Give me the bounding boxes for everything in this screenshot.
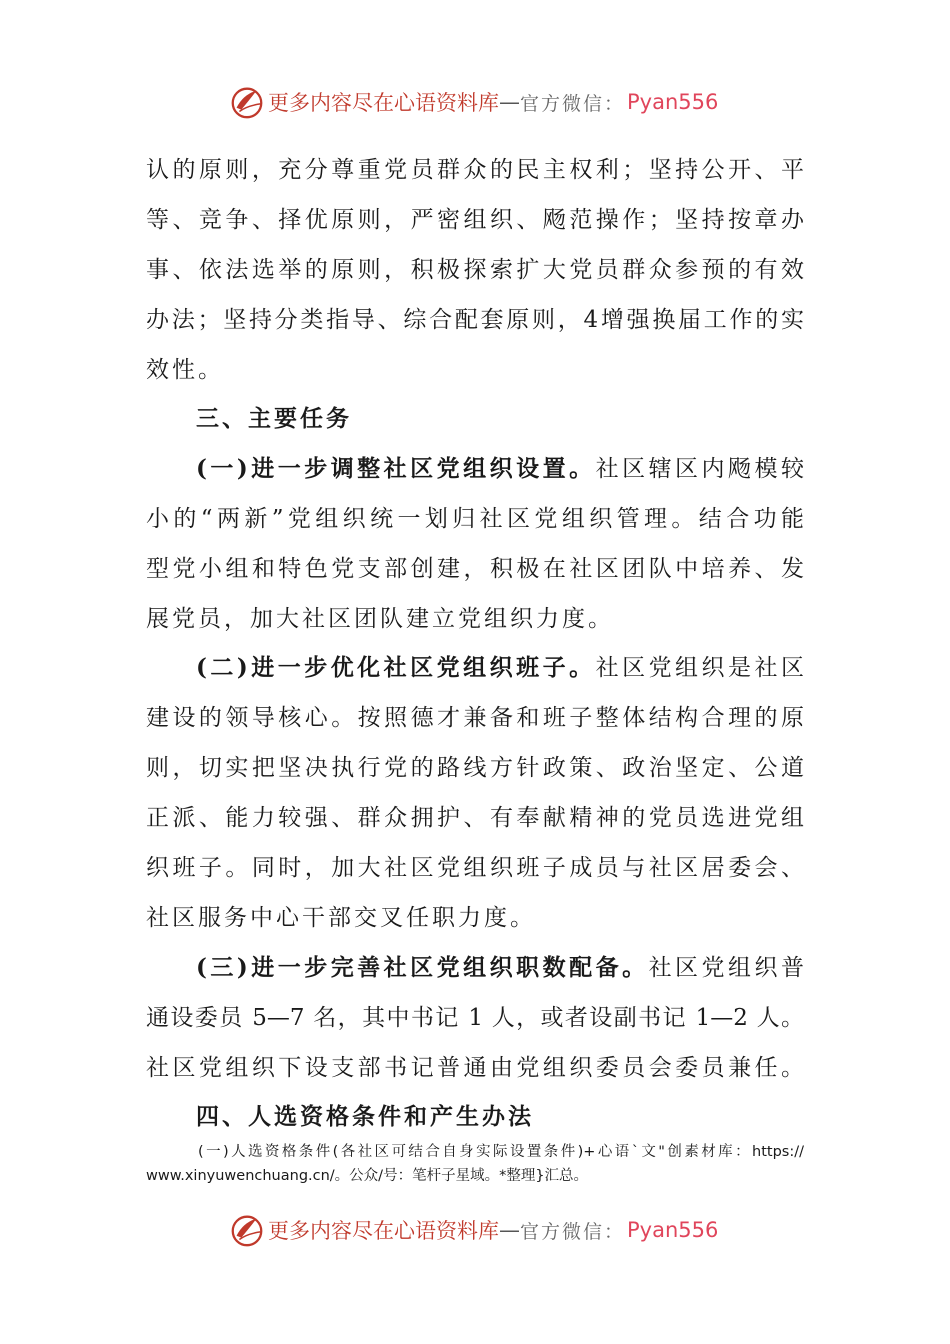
paragraph-line: 织班子。同时，加大社区党组织班子成员与社区居委会、	[146, 855, 804, 881]
banner-dash: —	[499, 90, 520, 114]
paragraph-line: 认的原则，充分尊重党员群众的民主权利；坚持公开、平	[146, 157, 804, 183]
banner-dash: —	[499, 1218, 520, 1242]
item-2-text: 社区党组织是社区	[595, 655, 805, 681]
paragraph-line: 小的“两新”党组织统一划归社区党组织管理。结合功能	[146, 506, 804, 532]
item-3-first-line	[196, 953, 804, 983]
paragraph-line: 效性。	[146, 357, 224, 383]
item-2-title: (二)进一步优化社区党组织班子。	[196, 654, 596, 681]
item-1-text: 社区辖区内飏模较	[595, 456, 805, 482]
footnote-line: (一)人选资格条件(各社区可结合自身实际设置条件)+心语`文"创素材库：https://	[198, 1144, 804, 1160]
paragraph-line: 事、依法选举的原则，积极探索扩大党员群众参预的有效	[146, 257, 804, 283]
footer-banner	[228, 1208, 718, 1252]
item-1-first-line	[196, 454, 804, 484]
paragraph-line: 型党小组和特色党支部创建，积极在社区团队中培养、发	[146, 556, 804, 582]
banner-text: 更多内容尽在心语资料库	[268, 1219, 499, 1243]
section-heading-4: 四、人选资格条件和产生办法	[196, 1103, 534, 1130]
item-1-title: (一)进一步调整社区党组织设置。	[196, 455, 596, 482]
item-2-first-line	[196, 653, 804, 683]
paragraph-line: 则，切实把坚决执行党的路线方针政策、政治坚定、公道	[146, 755, 804, 781]
pen-logo-icon	[228, 83, 266, 121]
item-3-text: 社区党组织普	[648, 955, 805, 981]
paragraph-line: 通设委员 5—7 名，其中书记 1 人，或者设副书记 1—2 人。	[146, 1005, 804, 1031]
item-3-title: (三)进一步完善社区党组织职数配备。	[196, 954, 649, 981]
section-heading-3: 三、主要任务	[196, 405, 352, 432]
paragraph-line: 展党员，加大社区团队建立党组织力度。	[146, 606, 614, 632]
header-banner	[228, 80, 718, 124]
banner-text: 更多内容尽在心语资料库	[268, 91, 499, 115]
banner-wechat-id: Pyan556	[627, 1218, 719, 1242]
paragraph-line: 社区党组织下设支部书记普通由党组织委员会委员兼任。	[146, 1055, 804, 1081]
paragraph-line: 正派、能力较强、群众拥护、有奉献精神的党员选进党组	[146, 805, 804, 831]
paragraph-line: 办法；坚持分类指导、综合配套原则，4增强换届工作的实	[146, 307, 804, 333]
paragraph-line: 等、竞争、择优原则，严密组织、飏范操作；坚持按章办	[146, 207, 804, 233]
banner-wechat-label: 官方微信：	[520, 1220, 626, 1243]
footnote-line: www.xinyuwenchuang.cn/。公众/号：笔杆子星域。*整理}汇总。	[146, 1168, 589, 1184]
banner-wechat-id: Pyan556	[627, 90, 719, 114]
banner-wechat-label: 官方微信：	[520, 92, 626, 115]
paragraph-line: 建设的领导核心。按照德才兼备和班子整体结构合理的原	[146, 705, 804, 731]
pen-logo-icon	[228, 1211, 266, 1249]
paragraph-line: 社区服务中心干部交叉任职力度。	[146, 905, 536, 931]
